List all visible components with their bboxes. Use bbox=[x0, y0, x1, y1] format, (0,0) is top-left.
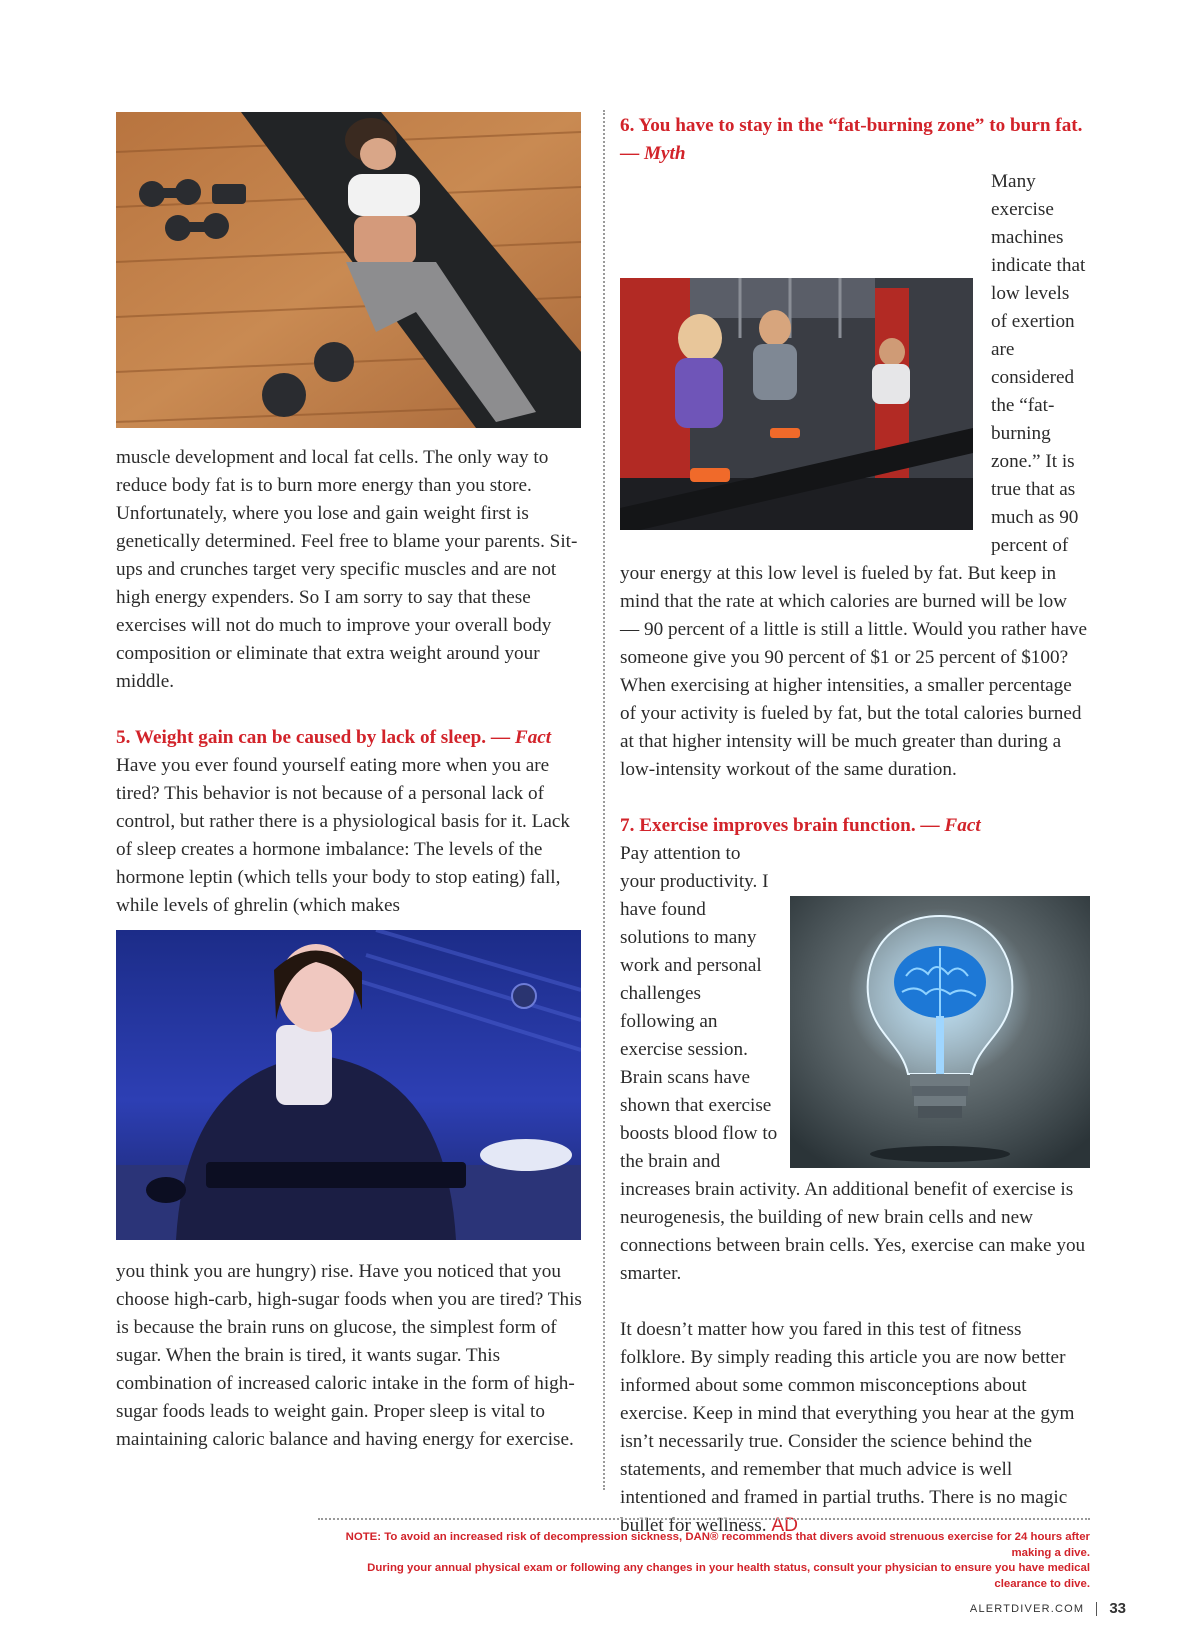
footer-separator bbox=[1096, 1602, 1097, 1616]
bulb-photo bbox=[790, 896, 1090, 1168]
closing-text: It doesn’t matter how you fared in this test of fitness folklore. By simply reading this article you are now better informed about some common misconceptions about exercise. Keep in mind that everything you hear at the gym isn’t necessarily true. Consider the science behind the statements, and remember that much advice is well intentioned and framed in partial truths. There is no magic bullet for wellness. bbox=[620, 1319, 1075, 1536]
heading-5-text: 5. Weight gain can be caused by lack of sleep. — bbox=[116, 727, 511, 748]
heading-6 bbox=[620, 112, 1090, 168]
tired-photo bbox=[116, 930, 581, 1240]
closing-paragraph bbox=[620, 1316, 1090, 1540]
page-footer bbox=[970, 1600, 1126, 1617]
heading-5-verdict: Fact bbox=[514, 727, 552, 748]
heading-5 bbox=[116, 724, 588, 752]
heading-7-verdict: Fact bbox=[944, 815, 981, 836]
left-paragraph-1: muscle development and local fat cells. The only way to reduce body fat is to burn more energy than you store. Unfortunately, where you lose and gain weight first is genetically determined. Feel free to blame your parents. Sit-ups and crunches target very specific muscles and are not high energy expenders. So I am sorry to say that these exercises will not do much to improve your overall body composition or eliminate that extra weight around your middle. bbox=[116, 447, 578, 692]
rowing-photo bbox=[620, 278, 973, 530]
site-url: ALERTDIVER.COM bbox=[969, 1602, 1085, 1615]
column-divider bbox=[603, 110, 605, 1490]
left-paragraph-5a: Have you ever found yourself eating more when you are tired? This behavior is not because of a personal lack of control, but rather there is a physiological basis for it. Lack of sleep creates a hormone imbalance: The levels of the hormone leptin (which tells your body to stop eating) fall, while levels of ghrelin (which makes bbox=[116, 755, 570, 916]
heading-7 bbox=[620, 812, 1090, 840]
situps-photo bbox=[116, 112, 581, 428]
safety-note-line-2: During your annual physical exam or following any changes in your health status, consult your physician to ensure you have medical clearance to dive. bbox=[367, 1562, 1090, 1590]
safety-note-line-1: NOTE: To avoid an increased risk of decompression sickness, DAN® recommends that divers avoid strenuous exercise for 24 hours after making a dive. bbox=[345, 1531, 1090, 1559]
heading-7-text: 7. Exercise improves brain function. — bbox=[620, 815, 940, 836]
page-number: 33 bbox=[1109, 1600, 1126, 1617]
left-paragraph-5b: you think you are hungry) rise. Have you noticed that you choose high-carb, high-sugar foods when you are tired? This is because the brain runs on glucose, the simplest form of sugar. When the brain is tired, it wants sugar. This combination of increased caloric intake in the form of high-sugar foods leads to weight gain. Proper sleep is vital to maintaining caloric balance and having energy for exercise. bbox=[116, 1261, 582, 1450]
right-paragraph-7-text: Pay attention to your productivity. I have found solutions to many work and personal challenges following an exercise session. Brain scans have shown that exercise boosts blood flow to the brain and increases brain activity. An additional benefit of exercise is neurogenesis, the building of new brain cells and new connections between brain cells. Yes, exercise can make you smarter. bbox=[620, 843, 1086, 1284]
end-mark: AD bbox=[771, 1515, 798, 1536]
heading-6-text: 6. You have to stay in the “fat-burning zone” to burn fat. — bbox=[620, 115, 1083, 164]
safety-note bbox=[318, 1518, 1090, 1592]
right-paragraph-6-text: Many exercise machines indicate that low levels of exertion are considered the “fat-burning zone.” It is true that as much as 90 percent of your energy at this low level is fueled by fat. But keep in mind that the rate at which calories are burned will be low — 90 percent of a little is still a little. Would you rather have someone give you 90 percent of $1 or 25 percent of $100? When exercising at higher intensities, a smaller percentage of your activity is fueled by fat, but the total calories burned at that higher intensity will be much greater than during a low-intensity workout of the same duration. bbox=[620, 171, 1088, 780]
right-paragraph-7 bbox=[620, 840, 1090, 1288]
right-column bbox=[620, 112, 1090, 1540]
right-paragraph-6 bbox=[620, 168, 1090, 784]
heading-6-verdict: Myth bbox=[643, 143, 686, 164]
left-column bbox=[116, 112, 588, 1454]
